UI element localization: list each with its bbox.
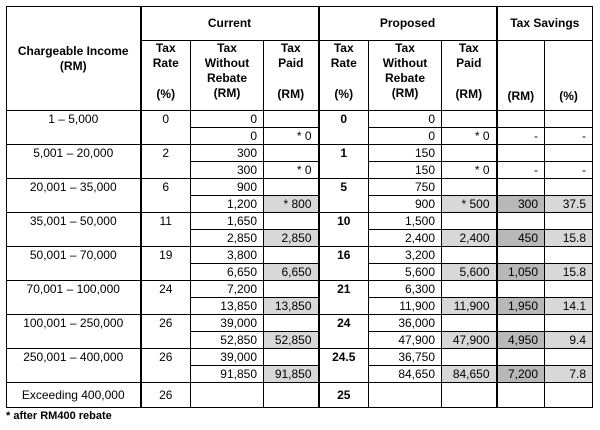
cell-income: 250,001 – 400,000 [7,349,141,366]
cell-pro-rate: 24.5 [319,349,369,366]
cell-income [7,264,141,281]
cell-sav-pct [545,213,593,230]
header-unit: (RM) [213,86,241,100]
table-body [7,111,593,408]
cell-pro-rate: 0 [319,111,369,128]
table-row [7,128,593,145]
header-unit: (RM) [391,86,419,100]
table-row [7,315,593,332]
cell-pro-rate [319,332,369,349]
cell-pro-rate [319,298,369,315]
header-savings-pct: (%) [545,41,593,111]
cell-cur-rate [141,366,191,383]
cell-cur-rate: 0 [141,111,191,128]
cell-income: 5,001 – 20,000 [7,145,141,162]
cell-pro-paid: 2,400 [442,230,497,247]
cell-cur-wo: 900 [191,179,264,196]
table-row [7,111,593,128]
cell-income [7,128,141,145]
cell-pro-rate [319,264,369,281]
header-chargeable-income: Chargeable Income (RM) [7,7,141,111]
cell-cur-paid [264,111,319,128]
cell-cur-wo: 300 [191,145,264,162]
cell-sav-rm [497,349,545,366]
cell-cur-wo: 2,850 [191,230,264,247]
cell-pro-paid [442,281,497,298]
cell-cur-rate: 26 [141,349,191,366]
cell-cur-wo: 0 [191,111,264,128]
cell-cur-rate [141,196,191,213]
cell-income [7,366,141,383]
cell-cur-wo: 91,850 [191,366,264,383]
cell-cur-rate: 19 [141,247,191,264]
table-row [7,179,593,196]
table-row [7,298,593,315]
cell-cur-wo: 13,850 [191,298,264,315]
cell-sav-rm [497,281,545,298]
cell-pro-rate [319,196,369,213]
cell-cur-rate: 11 [141,213,191,230]
cell-income: 70,001 – 100,000 [7,281,141,298]
cell-cur-paid: * 800 [264,196,319,213]
cell-cur-wo: 300 [191,162,264,179]
cell-cur-paid: 91,850 [264,366,319,383]
cell-sav-pct [545,145,593,162]
table-row [7,264,593,281]
cell-cur-paid [264,315,319,332]
cell-sav-rm: 1,050 [497,264,545,281]
header-proposed-tax-without-rebate [369,41,442,111]
cell-pro-paid: 47,900 [442,332,497,349]
cell-cur-rate [141,264,191,281]
cell-sav-pct [545,315,593,332]
cell-pro-wo: 36,750 [369,349,442,366]
cell-pro-wo: 47,900 [369,332,442,349]
cell-sav-rm: 7,200 [497,366,545,383]
cell-sav-rm: 4,950 [497,332,545,349]
cell-sav-rm [497,383,545,408]
cell-cur-paid [264,145,319,162]
header-label: Tax Paid [456,41,482,70]
cell-sav-rm [497,179,545,196]
cell-pro-paid [442,179,497,196]
header-unit: (%) [334,87,354,101]
cell-pro-rate: 25 [319,383,369,408]
cell-cur-wo: 7,200 [191,281,264,298]
cell-pro-paid [442,383,497,408]
cell-cur-paid: 6,650 [264,264,319,281]
cell-sav-pct [545,111,593,128]
cell-income [7,332,141,349]
header-current-tax-paid [264,41,319,111]
header-current-tax-without-rebate [191,41,264,111]
cell-pro-wo: 11,900 [369,298,442,315]
cell-cur-wo: 0 [191,128,264,145]
tax-comparison-table [6,6,593,408]
cell-sav-pct: - [545,162,593,179]
cell-pro-paid [442,247,497,264]
table-row [7,332,593,349]
table-row [7,145,593,162]
cell-pro-paid [442,315,497,332]
cell-income [7,196,141,213]
table-row [7,281,593,298]
cell-pro-wo: 0 [369,128,442,145]
cell-pro-paid: 5,600 [442,264,497,281]
table-row [7,162,593,179]
cell-income: 1 – 5,000 [7,111,141,128]
cell-pro-paid [442,213,497,230]
header-unit: (%) [156,87,176,101]
cell-cur-paid [264,383,319,408]
cell-sav-rm: 450 [497,230,545,247]
cell-pro-wo: 5,600 [369,264,442,281]
table-row [7,196,593,213]
cell-sav-pct [545,281,593,298]
cell-cur-paid: * 0 [264,162,319,179]
cell-pro-rate [319,230,369,247]
cell-sav-pct [545,383,593,408]
cell-pro-wo: 150 [369,162,442,179]
cell-pro-wo: 2,400 [369,230,442,247]
cell-cur-wo: 6,650 [191,264,264,281]
cell-pro-wo: 1,500 [369,213,442,230]
cell-pro-paid [442,349,497,366]
cell-pro-wo [369,383,442,408]
cell-cur-paid [264,179,319,196]
cell-cur-rate: 2 [141,145,191,162]
header-label: Tax Rate [152,41,179,70]
cell-cur-paid [264,281,319,298]
header-unit: (RM) [455,87,483,101]
table-row [7,247,593,264]
header-current-tax-rate [141,41,191,111]
table-row [7,366,593,383]
cell-sav-pct [545,349,593,366]
header-unit: (RM) [277,87,305,101]
header-proposed-tax-paid [442,41,497,111]
cell-cur-rate: 24 [141,281,191,298]
cell-pro-wo: 6,300 [369,281,442,298]
cell-cur-rate [141,128,191,145]
cell-pro-rate: 24 [319,315,369,332]
cell-sav-pct: 15.8 [545,264,593,281]
cell-cur-wo [191,383,264,408]
cell-pro-paid [442,145,497,162]
cell-cur-paid: 13,850 [264,298,319,315]
cell-sav-pct: 14.1 [545,298,593,315]
cell-pro-rate [319,128,369,145]
cell-pro-rate [319,366,369,383]
cell-income [7,230,141,247]
cell-income: 100,001 – 250,000 [7,315,141,332]
cell-pro-rate: 21 [319,281,369,298]
cell-pro-paid: * 500 [442,196,497,213]
header-proposed: Proposed [319,7,497,41]
cell-sav-rm: 1,950 [497,298,545,315]
cell-cur-wo: 1,650 [191,213,264,230]
cell-pro-rate: 10 [319,213,369,230]
cell-pro-wo: 900 [369,196,442,213]
cell-pro-rate [319,162,369,179]
cell-sav-pct: 9.4 [545,332,593,349]
cell-cur-wo: 39,000 [191,349,264,366]
cell-cur-wo: 52,850 [191,332,264,349]
cell-sav-rm: - [497,162,545,179]
header-tax-savings: Tax Savings [497,7,593,41]
cell-cur-rate: 26 [141,315,191,332]
cell-cur-paid: 2,850 [264,230,319,247]
cell-cur-rate: 26 [141,383,191,408]
header-label: Tax Without Rebate [204,41,250,85]
cell-cur-paid [264,349,319,366]
cell-sav-rm [497,315,545,332]
header-label: Tax Without Rebate [382,41,428,85]
cell-income: Exceeding 400,000 [7,383,141,408]
cell-sav-rm: 300 [497,196,545,213]
cell-income: 50,001 – 70,000 [7,247,141,264]
cell-pro-rate: 16 [319,247,369,264]
cell-cur-paid: * 0 [264,128,319,145]
cell-cur-rate [141,162,191,179]
cell-sav-rm [497,145,545,162]
cell-pro-paid: 11,900 [442,298,497,315]
cell-income: 35,001 – 50,000 [7,213,141,230]
cell-cur-wo: 3,800 [191,247,264,264]
cell-pro-rate: 1 [319,145,369,162]
cell-sav-pct: 7.8 [545,366,593,383]
cell-sav-rm [497,247,545,264]
cell-cur-rate: 6 [141,179,191,196]
cell-sav-rm [497,111,545,128]
cell-pro-rate: 5 [319,179,369,196]
cell-pro-wo: 84,650 [369,366,442,383]
cell-pro-paid: * 0 [442,162,497,179]
cell-pro-paid [442,111,497,128]
cell-pro-wo: 36,000 [369,315,442,332]
table-row [7,383,593,408]
cell-pro-paid: 84,650 [442,366,497,383]
cell-sav-pct [545,179,593,196]
cell-cur-paid [264,247,319,264]
table-row [7,349,593,366]
cell-pro-wo: 750 [369,179,442,196]
cell-pro-paid: * 0 [442,128,497,145]
cell-cur-paid [264,213,319,230]
cell-cur-rate [141,332,191,349]
cell-income: 20,001 – 35,000 [7,179,141,196]
cell-sav-rm [497,213,545,230]
cell-income [7,162,141,179]
header-savings-rm: (RM) [497,41,545,111]
cell-sav-pct: - [545,128,593,145]
table-row [7,213,593,230]
cell-cur-wo: 1,200 [191,196,264,213]
cell-cur-rate [141,230,191,247]
header-label: Tax Paid [278,41,304,70]
cell-cur-wo: 39,000 [191,315,264,332]
cell-pro-wo: 0 [369,111,442,128]
footnote: * after RM400 rebate [6,410,112,422]
cell-pro-wo: 3,200 [369,247,442,264]
cell-income [7,298,141,315]
cell-cur-rate [141,298,191,315]
cell-sav-rm: - [497,128,545,145]
header-proposed-tax-rate [319,41,369,111]
cell-pro-wo: 150 [369,145,442,162]
header-label: Tax Rate [330,41,357,70]
table-row [7,230,593,247]
cell-sav-pct: 37.5 [545,196,593,213]
header-current: Current [141,7,319,41]
cell-sav-pct: 15.8 [545,230,593,247]
cell-cur-paid: 52,850 [264,332,319,349]
cell-sav-pct [545,247,593,264]
